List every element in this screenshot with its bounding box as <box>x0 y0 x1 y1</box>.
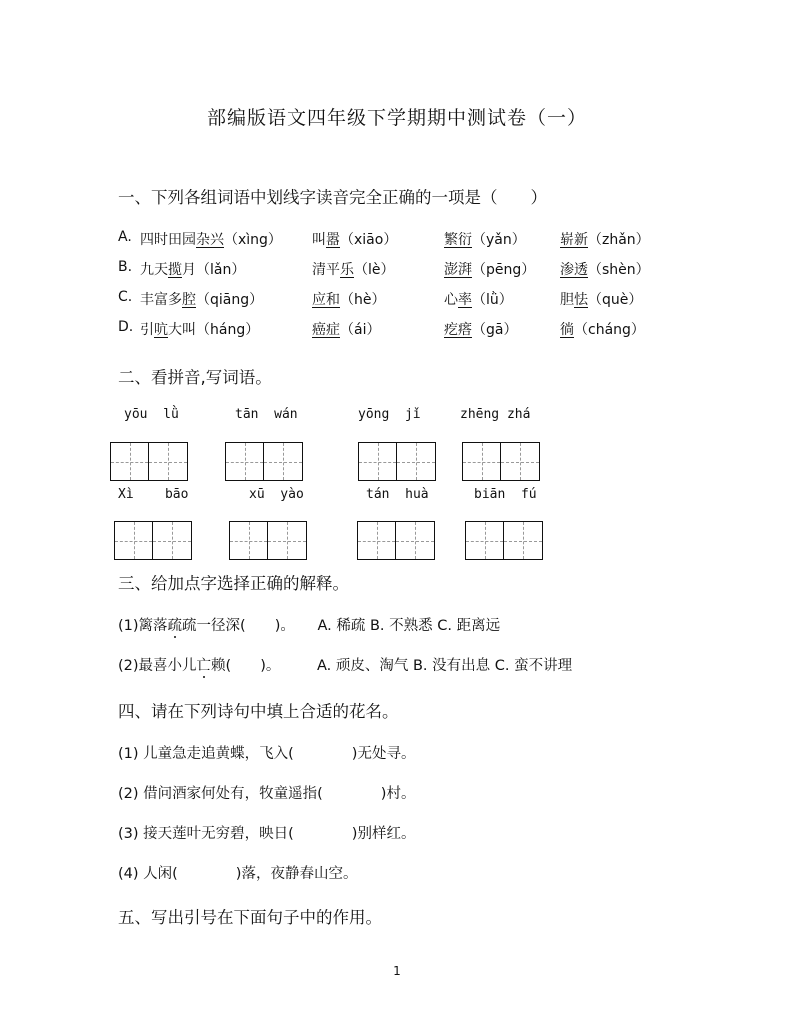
writing-cell[interactable] <box>229 521 268 560</box>
option-word <box>312 229 397 249</box>
writing-cell[interactable] <box>153 521 192 560</box>
option-word <box>312 259 395 279</box>
option-label: B. <box>118 259 133 275</box>
writing-cell[interactable] <box>268 521 307 560</box>
pinyin-note: （cháng） <box>574 322 645 338</box>
writing-grid[interactable] <box>110 442 188 481</box>
pinyin-note: （hè） <box>340 292 386 308</box>
pinyin-note: （gā） <box>472 322 518 338</box>
underlined-char: 腔 <box>182 292 196 308</box>
underlined-char: 澎湃 <box>444 262 472 278</box>
q3-2-prefix: (2)最喜小儿 <box>118 658 197 674</box>
option-label: A. <box>118 229 132 245</box>
writing-cell[interactable] <box>149 442 188 481</box>
writing-grid[interactable] <box>357 521 435 560</box>
word-part: 丰富多 <box>140 292 182 308</box>
pinyin-note: （lè） <box>354 262 395 278</box>
writing-cell[interactable] <box>504 521 543 560</box>
pinyin-note: （lǜ） <box>472 292 513 308</box>
section-4-heading: 四、请在下列诗句中填上合适的花名。 <box>118 702 399 721</box>
page-number: 1 <box>393 964 401 978</box>
section-2-heading: 二、看拼音,写词语。 <box>118 368 272 387</box>
writing-grid[interactable] <box>114 521 192 560</box>
question-4-3: (3) 接天莲叶无穷碧，映日( )别样红。 <box>118 826 416 842</box>
pinyin-prompt: tān wán <box>235 407 298 422</box>
underlined-char: 应和 <box>312 292 340 308</box>
pinyin-note: （yǎn） <box>472 232 526 248</box>
underlined-char: 徜 <box>560 322 574 338</box>
pinyin-note: （zhǎn） <box>588 232 650 248</box>
pinyin-prompt: zhēng zhá <box>460 407 531 422</box>
underlined-char: 嚣 <box>326 232 340 248</box>
writing-cell[interactable] <box>264 442 303 481</box>
writing-grid[interactable] <box>229 521 307 560</box>
word-part: 清平 <box>312 262 340 278</box>
underlined-char: 怯 <box>574 292 588 308</box>
underlined-char: 繁衍 <box>444 232 472 248</box>
underlined-char: 率 <box>458 292 472 308</box>
writing-cell[interactable] <box>358 442 397 481</box>
section-1-heading: 一、下列各组词语中划线字读音完全正确的一项是（ ） <box>118 188 547 207</box>
option-word <box>444 319 517 339</box>
option-word <box>560 289 642 309</box>
pinyin-note: （ái） <box>340 322 381 338</box>
underlined-char: 渗透 <box>560 262 588 278</box>
q3-2-text: 赖( )。 <box>211 658 281 674</box>
pinyin-prompt: tán huà <box>366 487 429 502</box>
section-3-heading: 三、给加点字选择正确的解释。 <box>118 574 349 593</box>
option-word <box>140 289 263 309</box>
writing-grid[interactable] <box>358 442 436 481</box>
q3-2-dotted-char: 亡 <box>197 654 212 675</box>
q3-1-text: 疏一径深( )。 <box>182 618 295 634</box>
pinyin-note: （xìng） <box>224 232 282 248</box>
word-part: 大叫 <box>168 322 196 338</box>
word-part: 胆 <box>560 292 574 308</box>
question-4-4: (4) 人闲( )落，夜静春山空。 <box>118 866 358 882</box>
word-part: 月 <box>182 262 196 278</box>
underlined-char: 崭新 <box>560 232 588 248</box>
pinyin-note: （lǎn） <box>196 262 246 278</box>
underlined-char: 揽 <box>168 262 182 278</box>
pinyin-prompt: yōu lǜ <box>124 407 179 422</box>
word-part: 叫 <box>312 232 326 248</box>
writing-cell[interactable] <box>465 521 504 560</box>
writing-grid[interactable] <box>462 442 540 481</box>
pinyin-prompt: yōng jǐ <box>358 407 421 422</box>
word-part: 四时田园 <box>140 232 196 248</box>
word-part: 九天 <box>140 262 168 278</box>
underlined-char: 乐 <box>340 262 354 278</box>
underlined-char: 疙瘩 <box>444 322 472 338</box>
pinyin-note: （háng） <box>196 322 260 338</box>
word-part: 引 <box>140 322 154 338</box>
option-word <box>560 259 650 279</box>
writing-cell[interactable] <box>397 442 436 481</box>
pinyin-note: （pēng） <box>472 262 536 278</box>
option-word <box>444 289 513 309</box>
option-label: C. <box>118 289 133 305</box>
pinyin-prompt: xū yào <box>249 487 304 502</box>
writing-cell[interactable] <box>110 442 149 481</box>
option-word <box>560 319 645 339</box>
q3-1-dotted-char: 疏 <box>168 614 183 635</box>
writing-cell[interactable] <box>462 442 501 481</box>
question-4-1: (1) 儿童急走追黄蝶，飞入( )无处寻。 <box>118 746 416 762</box>
option-word <box>312 319 380 339</box>
underlined-char: 癌症 <box>312 322 340 338</box>
option-word <box>140 319 259 339</box>
writing-grid[interactable] <box>225 442 303 481</box>
writing-cell[interactable] <box>357 521 396 560</box>
option-word <box>560 229 650 249</box>
option-word <box>312 289 386 309</box>
pinyin-note: （xiāo） <box>340 232 398 248</box>
question-3-1 <box>118 614 500 635</box>
writing-cell[interactable] <box>501 442 540 481</box>
pinyin-prompt: biān fú <box>474 487 537 502</box>
question-4-2: (2) 借问酒家何处有，牧童遥指( )村。 <box>118 786 416 802</box>
writing-cell[interactable] <box>225 442 264 481</box>
pinyin-note: （shèn） <box>588 262 650 278</box>
pinyin-prompt: Xì bāo <box>118 487 189 502</box>
question-3-2 <box>118 654 572 675</box>
section-5-heading: 五、写出引号在下面句子中的作用。 <box>118 908 382 927</box>
pinyin-note: （què） <box>588 292 643 308</box>
q3-1-choices: A. 稀疏 B. 不熟悉 C. 距离远 <box>317 618 501 634</box>
page-title: 部编版语文四年级下学期期中测试卷（一） <box>206 107 587 129</box>
underlined-char: 吭 <box>154 322 168 338</box>
writing-cell[interactable] <box>396 521 435 560</box>
underlined-char: 杂兴 <box>196 232 224 248</box>
option-word <box>140 229 282 249</box>
option-word <box>140 259 245 279</box>
option-word <box>444 229 526 249</box>
pinyin-note: （qiāng） <box>196 292 264 308</box>
word-part: 心 <box>444 292 458 308</box>
q3-2-choices: A. 顽皮、淘气 B. 没有出息 C. 蛮不讲理 <box>316 658 573 674</box>
option-word <box>444 259 535 279</box>
writing-grid[interactable] <box>465 521 543 560</box>
option-label: D. <box>118 319 134 335</box>
writing-cell[interactable] <box>114 521 153 560</box>
q3-1-prefix: (1)篱落 <box>118 618 168 634</box>
